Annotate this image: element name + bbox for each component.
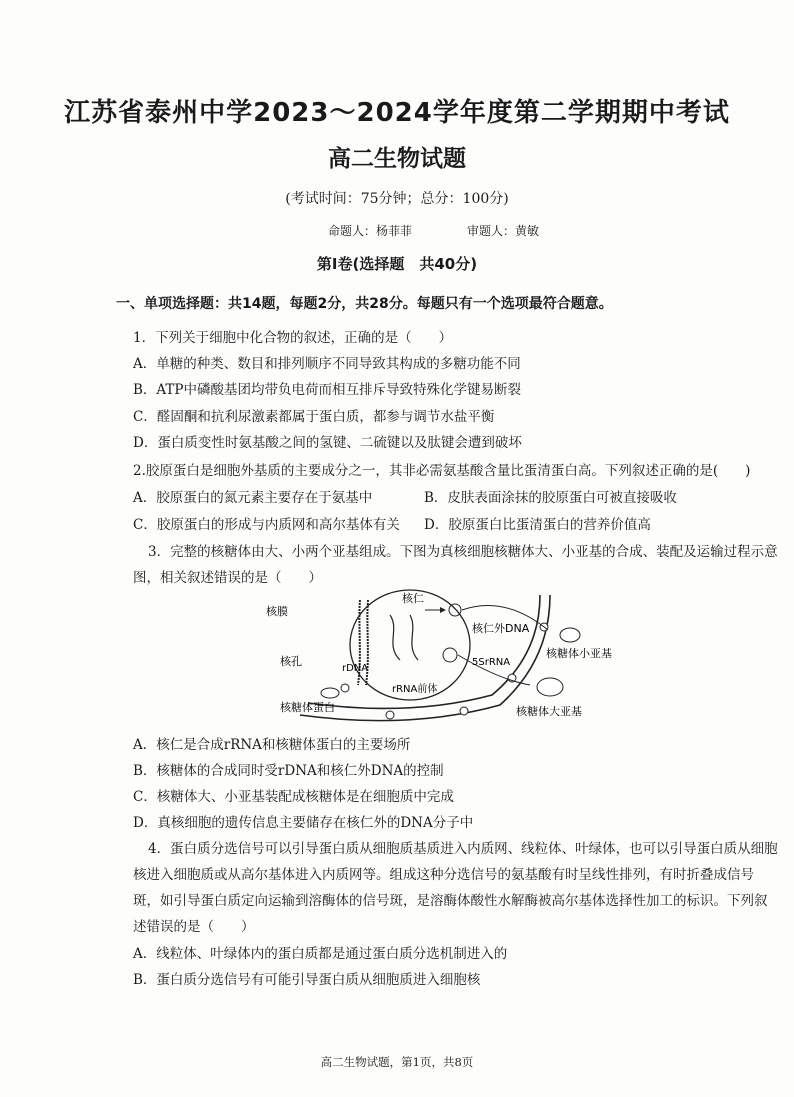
q3-option-b: B．核糖体的合成同时受rDNA和核仁外DNA的控制 xyxy=(133,763,444,779)
ribosome-assembly-figure xyxy=(250,585,670,725)
q4-option-a: A．线粒体、叶绿体内的蛋白质都是通过蛋白质分选机制进入的 xyxy=(133,946,508,962)
label-ribosomal-protein: 核糖体蛋白 xyxy=(280,701,335,714)
nuclear-pore xyxy=(341,684,349,692)
q4-option-b: B．蛋白质分选信号有可能引导蛋白质从细胞质进入细胞核 xyxy=(133,972,481,988)
exam-info: (考试时间：75分钟；总分：100分) xyxy=(285,191,509,207)
q3-stem-line2: 图，相关叙述错误的是（ ） xyxy=(133,570,322,586)
part-heading: 一、单项选择题：共14题，每题2分，共28分。每题只有一个选项最符合题意。 xyxy=(116,296,613,312)
reviewer: 审题人：黄敏 xyxy=(467,224,540,238)
label-rrna-precursor: rRNA前体 xyxy=(392,684,438,695)
setter: 命题人：杨菲菲 xyxy=(328,224,413,238)
large-subunit-shape xyxy=(537,678,563,696)
label-nuclear-envelope: 核膜 xyxy=(266,605,288,618)
q4-line4: 述错误的是（ ） xyxy=(133,919,255,935)
q2-option-d: D．胶原蛋白比蛋清蛋白的营养价值高 xyxy=(424,517,651,533)
rrna-transcript xyxy=(410,615,418,660)
precursor-particle xyxy=(443,648,457,662)
label-small-subunit: 核糖体小亚基 xyxy=(546,647,612,660)
q2-stem: 2.胶原蛋白是细胞外基质的主要成分之一，其非必需氨基酸含量比蛋清蛋白高。下列叙述正确的是( ) xyxy=(133,463,751,479)
q2-option-a: A．胶原蛋白的氮元素主要存在于氨基中 xyxy=(133,490,373,506)
q2-option-b: B．皮肤表面涂抹的胶原蛋白可被直接吸收 xyxy=(424,490,677,506)
q4-line3: 斑，如引导蛋白质定向运输到溶酶体的信号斑，是溶酶体酸性水解酶被高尔基体选择性加工的标识。下列叙 xyxy=(133,893,768,909)
q1-option-b: B．ATP中磷酸基团均带负电荷而相互排斥导致特殊化学键易断裂 xyxy=(133,382,522,398)
q3-stem-line1: 3．完整的核糖体由大、小两个亚基组成。下图为真核细胞核糖体大、小亚基的合成、装配及运输过程示意 xyxy=(148,544,778,560)
rrna-transcript xyxy=(390,615,400,660)
q1-option-c: C．醛固酮和抗利尿激素都属于蛋白质，都参与调节水盐平衡 xyxy=(133,409,495,425)
exam-subtitle: 高二生物试题 xyxy=(328,146,466,172)
page-footer: 高二生物试题，第1页，共8页 xyxy=(320,1055,474,1069)
q4-line1: 4．蛋白质分选信号可以引导蛋白质从细胞质基质进入内质网、线粒体、叶绿体，也可以引导蛋白质从细胞 xyxy=(148,841,778,857)
label-5s-rrna: 5SrRNA xyxy=(472,657,511,668)
precursor-particle xyxy=(449,604,461,616)
label-nucleolus: 核仁 xyxy=(402,592,424,605)
ribosomal-protein-shape xyxy=(321,688,339,698)
q1-option-a: A．单糖的种类、数目和排列顺序不同导致其构成的多糖功能不同 xyxy=(133,356,521,372)
q1-option-d: D．蛋白质变性时氨基酸之间的氢键、二硫键以及肽键会遭到破坏 xyxy=(133,435,522,451)
exam-title: 江苏省泰州中学2023～2024学年度第二学期期中考试 xyxy=(64,98,730,128)
small-subunit-shape xyxy=(560,628,580,642)
label-rdna: rDNA xyxy=(342,663,369,674)
section-heading: 第Ⅰ卷(选择题 共40分) xyxy=(316,255,478,273)
q1-stem: 1．下列关于细胞中化合物的叙述，正确的是（ ） xyxy=(133,330,453,346)
q3-option-c: C．核糖体大、小亚基装配成核糖体是在细胞质中完成 xyxy=(133,789,454,805)
label-extra-nucleolar-dna: 核仁外DNA xyxy=(472,622,530,635)
nuclear-pore xyxy=(460,707,468,715)
nuclear-pore xyxy=(386,711,394,719)
label-nuclear-pore: 核孔 xyxy=(280,655,302,668)
q4-line2: 核进入细胞质或从高尔基体进入内质网等。组成这种分选信号的氨基酸有时呈线性排列，有时折叠成信号 xyxy=(133,867,754,883)
q3-option-a: A．核仁是合成rRNA和核糖体蛋白的主要场所 xyxy=(133,737,411,753)
q2-option-c: C．胶原蛋白的形成与内质网和高尔基体有关 xyxy=(133,517,400,533)
nuclear-envelope-outer xyxy=(300,595,550,721)
label-large-subunit: 核糖体大亚基 xyxy=(516,705,582,718)
q3-option-d: D．真核细胞的遗传信息主要储存在核仁外的DNA分子中 xyxy=(133,815,474,831)
